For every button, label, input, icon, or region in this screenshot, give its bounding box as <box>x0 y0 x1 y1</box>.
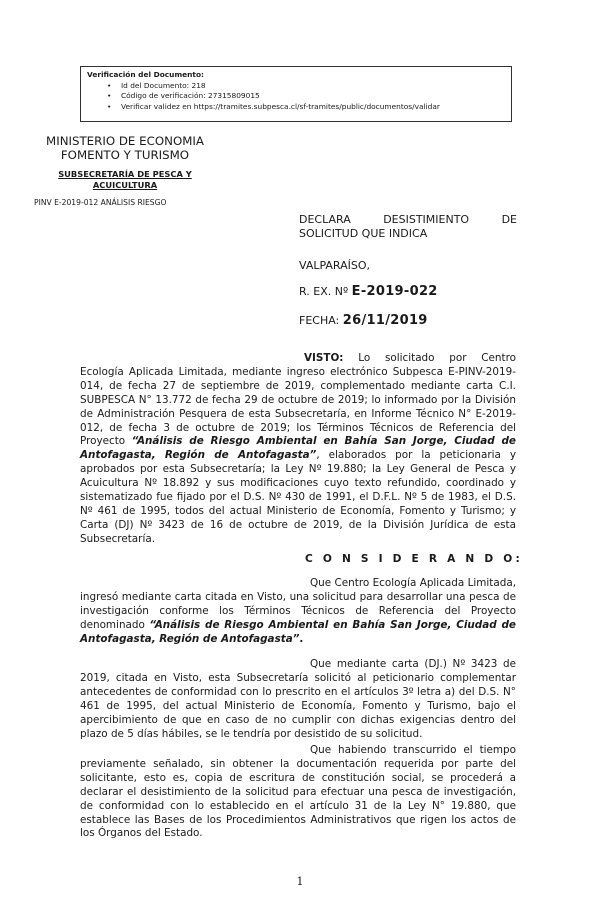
verification-item-link[interactable]: • Verificar validez en https://tramites.subpesca.cl/sf-tramites/public/documentos/validar <box>121 102 511 113</box>
considerando-3-text: Que habiendo transcurrido el tiempo previamente señalado, sin obtener la documentación requerida por parte del solicitante, esto es, copia de escritura de constitución social, se procederá a declarar el desistimiento de la solicitud para efectuar una pesca de investigación, de conformidad con lo establecido en el artículo 31 de la Ley N° 19.880, que establece las Bases de los Procedimientos Administrativos que rigen los actos de los Órganos del Estado. <box>80 744 516 840</box>
subsecretaria-name <box>40 169 210 191</box>
considerando-heading: C O N S I D E R A N D O: <box>305 553 523 565</box>
visto-paragraph <box>80 352 516 547</box>
resolution-date <box>299 314 517 328</box>
verification-item-code: • Código de verificación: 27315809015 <box>121 91 511 102</box>
resolution-date-label: FECHA: <box>299 314 340 327</box>
considerando-paragraph-1 <box>80 577 516 647</box>
reference-code: PINV E-2019-012 ANÁLISIS RIESGO <box>34 198 167 207</box>
subsecretaria-line-1: SUBSECRETARÍA DE PESCA Y <box>58 169 192 179</box>
subject-line-2: SOLICITUD QUE INDICA <box>299 227 428 240</box>
ministry-name <box>30 134 220 162</box>
ministry-line-1: MINISTERIO DE ECONOMIA <box>46 134 204 148</box>
subject-line-1 <box>299 213 517 227</box>
visto-text-a: Lo solicitado por Centro Ecología Aplicada Limitada, mediante ingreso electrónico Subpesca E-PINV-2019-014, de fecha 27 de septiembre de 2019, complementado mediante carta C.I. SUBPESCA N° 13.772 de fecha 29 de octubre de 2019; lo informado por la División de Administración Pesquera de esta Subsecretaría, en Informe Técnico N° E-2019-012, de fecha 3 de octubre de 2019; los Términos Técnicos de Referencia del Proyecto <box>80 352 516 448</box>
subject-word-1: DECLARA <box>299 213 351 226</box>
resolution-number <box>299 285 517 299</box>
visto-text-b: , elaborados por la peticionaria y aprobados por esta Subsecretaría; la Ley Nº 19.880; la Ley General de Pesca y Acuicultura Nº 18.892 y sus modificaciones cuyo texto refundido, coordinado y sistematizado fue fijado por el D.S. Nº 430 de 1991, el D.F.L. Nº 5 de 1983, el D.S. Nº 461 de 1995, todos del actual Ministerio de Economía, Fomento y Turismo; y Carta (DJ) Nº 3423 de 16 de octubre de 2019, de la División Jurídica de esta Subsecretaría. <box>80 449 517 545</box>
verification-box <box>80 66 512 122</box>
resolution-subject <box>299 213 517 241</box>
subject-word-3: DE <box>501 213 517 226</box>
ministry-line-2: FOMENTO Y TURISMO <box>60 148 190 162</box>
verification-item-id: • Id del Documento: 218 <box>121 81 511 92</box>
city: VALPARAÍSO, <box>299 259 371 272</box>
visto-label: VISTO: <box>304 352 344 364</box>
considerando-2-text: Que mediante carta (DJ.) Nº 3423 de 2019, citada en Visto, esta Subsecretaría solicitó al peticionario complementar antecedentes de conformidad con lo prescrito en el artículos 3º letra a) del D.S. N° 461 de 1995, del actual Ministerio de Economía, Fomento y Turismo, bajo el apercibimiento de que en caso de no cumplir con dichas exigencias dentro del plazo de 5 días hábiles, se le tendría por desistido de su solicitud. <box>80 658 516 740</box>
visto-project-name: “Análisis de Riesgo Ambiental en Bahía San Jorge, Ciudad de Antofagasta, Región de Antofagasta” <box>80 435 516 462</box>
considerando-1-end: . <box>299 632 304 645</box>
considerando-1-project: “Análisis de Riesgo Ambiental en Bahía San Jorge, Ciudad de Antofagasta, Región de Antofagasta” <box>80 618 516 645</box>
subject-word-2: DESISTIMIENTO <box>383 213 470 226</box>
considerando-paragraph-3 <box>80 744 516 841</box>
resolution-date-value: 26/11/2019 <box>342 313 428 328</box>
verification-title: Verificación del Documento: <box>87 70 204 79</box>
resolution-number-value: E-2019-022 <box>351 284 438 299</box>
page-number: 1 <box>296 875 304 888</box>
verification-list <box>87 81 511 113</box>
considerando-1-text: Que Centro Ecología Aplicada Limitada, ingresó mediante carta citada en Visto, una solicitud para desarrollar una pesca de investigación conforme los Términos Técnicos de Referencia del Proyecto denominado <box>80 577 516 631</box>
considerando-paragraph-2 <box>80 658 516 741</box>
resolution-number-label: R. EX. Nº <box>299 285 349 298</box>
subsecretaria-line-2: ACUICULTURA <box>92 180 158 190</box>
